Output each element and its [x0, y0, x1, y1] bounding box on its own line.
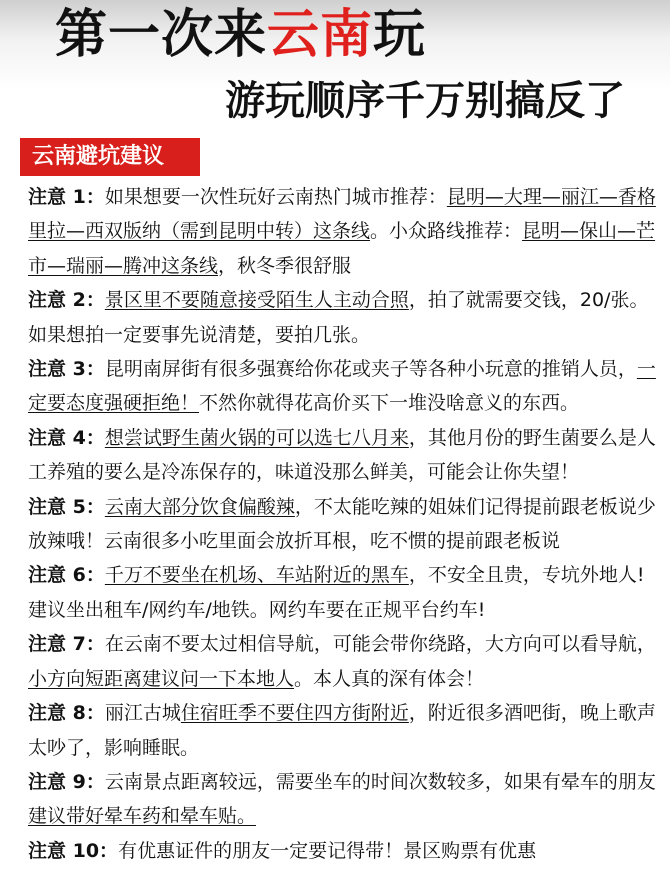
- tip-text: ，附近很多酒吧街，晚上歌声太吵了，影响睡眠。: [28, 702, 656, 759]
- tip-label: 注意 1：: [28, 186, 105, 208]
- tip-label: 注意 10：: [28, 839, 119, 862]
- tip-item: [28, 834, 656, 868]
- tip-label: 注意 4：: [28, 426, 105, 449]
- title-highlight: 云南: [267, 5, 374, 65]
- tip-highlight: 云南大部分饮食偏酸辣: [104, 495, 295, 518]
- tip-label: 注意 9：: [28, 770, 105, 793]
- tip-highlight: 建议带好晕车药和晕车贴。: [28, 805, 257, 828]
- tip-item: [28, 180, 656, 283]
- tip-text: ，其他月份的野生菌要么是人工养殖的要么是冷冻保存的，味道没那么鲜美，可能会让你失望！: [28, 426, 656, 484]
- tip-text: 有优惠证件的朋友一定要记得带！景区购票有优惠: [118, 839, 537, 862]
- tips-list: [28, 180, 656, 868]
- tip-text: 不然你就得花高价买下一堆没啥意义的东西。: [199, 392, 580, 415]
- tip-text: ，不安全且贵，专坑外地人!建议坐出租车/网约车/地铁。网约车要在正规平台约车!: [28, 564, 645, 621]
- subtitle: 游玩顺序千万别搞反了: [225, 78, 625, 124]
- tip-text: 如果想要一次性玩好云南热门城市推荐：: [104, 186, 447, 208]
- tip-label: 注意 2：: [28, 289, 105, 312]
- tip-item: [28, 765, 656, 834]
- tip-text: ，拍了就需要交钱，20/张。如果想拍一定要事先说清楚，要拍几张。: [28, 289, 649, 346]
- tip-item: [28, 283, 656, 352]
- tip-text: 丽江古城: [104, 702, 181, 725]
- tip-label: 注意 3：: [28, 358, 105, 381]
- tip-highlight: 昆明—保山—芒市—瑞丽—腾冲这条线: [28, 220, 656, 277]
- tip-highlight: 昆明—大理—丽江—香格里拉—西双版纳（需到昆明中转）这条线: [28, 186, 656, 243]
- tip-label: 注意 8：: [28, 702, 105, 725]
- tip-item: [28, 696, 656, 765]
- section-tag: 云南避坑建议: [20, 138, 200, 176]
- tip-highlight: 住宿旺季不要住四方街附近: [180, 702, 409, 725]
- title-part1: 第一次来: [55, 5, 268, 65]
- tip-label: 注意 5：: [28, 495, 105, 518]
- tip-label: 注意 6：: [28, 564, 105, 587]
- tip-text: 昆明南屏街有很多强赛给你花或夹子等各种小玩意的推销人员，: [104, 358, 637, 381]
- tip-text: 云南景点距离较远，需要坐车的时间次数较多，如果有晕车的朋友: [104, 770, 656, 793]
- tip-item: [28, 627, 656, 696]
- tip-text: ，秋冬季很舒服: [218, 254, 352, 277]
- tip-label: 注意 7：: [28, 633, 105, 656]
- tip-highlight: 小方向短距离建议问一下本地人: [28, 667, 295, 690]
- title-part2: 玩: [373, 5, 427, 65]
- tip-text: ，不太能吃辣的姐妹们记得提前跟老板说少放辣哦！云南很多小吃里面会放折耳根，吃不惯的提前跟老板说: [28, 495, 656, 553]
- tip-text: 。本人真的深有体会！: [294, 667, 485, 690]
- tip-text: 。小众路线推荐：: [370, 220, 523, 243]
- tip-item: [28, 490, 656, 559]
- main-title: [55, 4, 426, 66]
- tip-highlight: 景区里不要随意接受陌生人主动合照: [104, 289, 409, 312]
- tip-highlight: 千万不要坐在机场、车站附近的黑车: [104, 564, 409, 587]
- tip-item: [28, 421, 656, 490]
- tip-text: 在云南不要太过相信导航，可能会带你绕路，大方向可以看导航，: [104, 633, 656, 656]
- tip-highlight: 想尝试野生菌火锅的可以选七八月来: [104, 426, 409, 449]
- tip-item: [28, 352, 656, 421]
- tip-highlight: 一定要态度强硬拒绝！: [28, 358, 656, 415]
- tip-item: [28, 558, 656, 627]
